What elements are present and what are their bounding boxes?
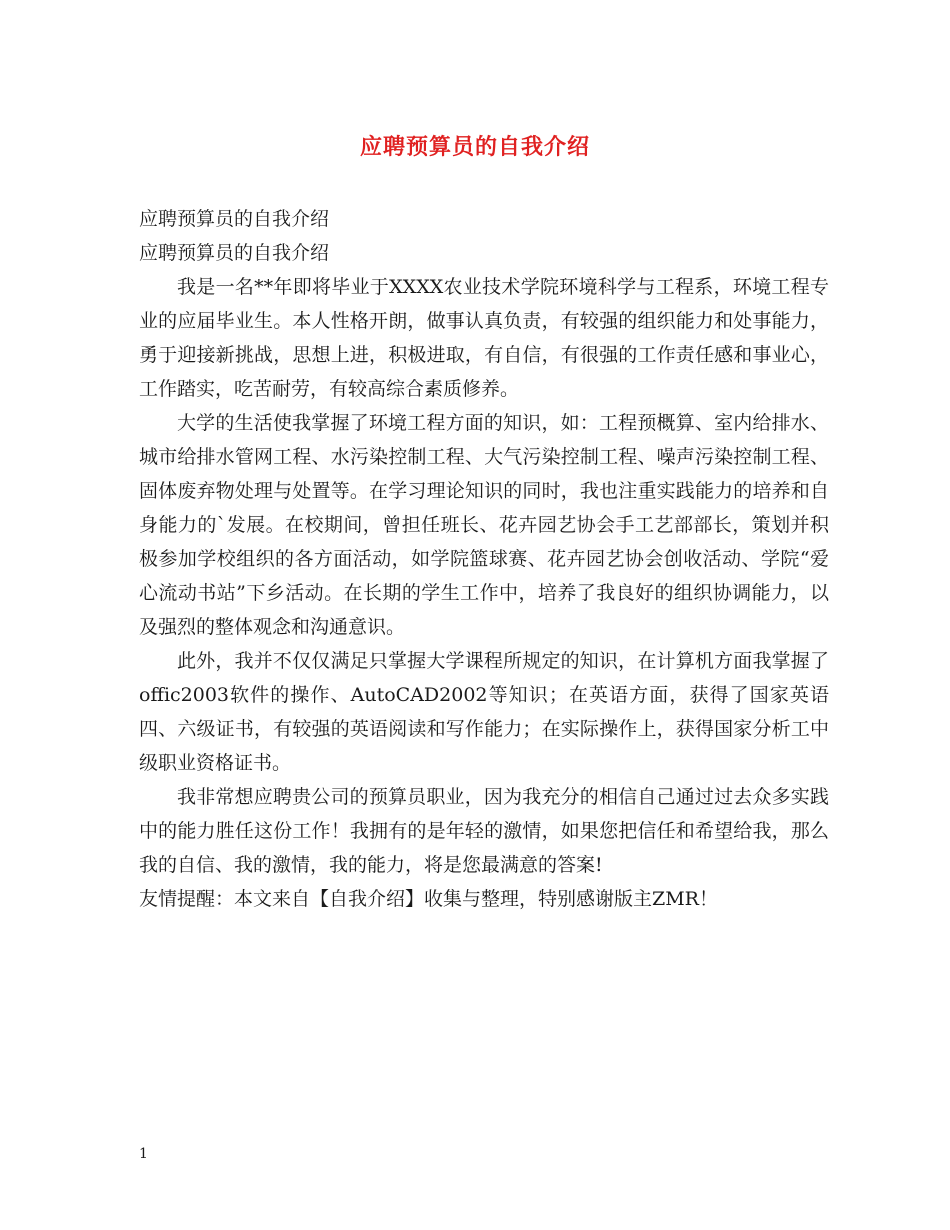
paragraph-skills: 此外，我并不仅仅满足只掌握大学课程所规定的知识，在计算机方面我掌握了offic2003软件的操作、AutoCAD2002等知识；在英语方面，获得了国家英语四、六级证书，有较强的英语阅读和写作能力；在实际操作上，获得国家分析工中级职业资格证书。 bbox=[139, 650, 829, 774]
paragraph-university-life: 大学的生活使我掌握了环境工程方面的知识，如：工程预概算、室内给排水、城市给排水管网工程、水污染控制工程、大气污染控制工程、噪声污染控制工程、固体废弃物处理与处置等。在学习理论知识的同时，我也注重实践能力的培养和自身能力的`发展。在校期间，曾担任班长、花卉园艺协会手工艺部部长，策划并积极参加学校组织的各方面活动，如学院篮球赛、花卉园艺协会创收活动、学院“爱心流动书站”下乡活动。在长期的学生工作中，培养了我良好的组织协调能力，以及强烈的整体观念和沟通意识。 bbox=[139, 412, 829, 638]
paragraph-application: 我非常想应聘贵公司的预算员职业，因为我充分的相信自己通过过去众多实践中的能力胜任这份工作！我拥有的是年轻的激情，如果您把信任和希望给我，那么我的自信、我的激情，我的能力，将是您最满意的答案! bbox=[139, 786, 829, 876]
page-number: 1 bbox=[139, 1146, 148, 1162]
footer-note: 友情提醒：本文来自【自我介绍】收集与整理，特别感谢版主ZMR！ bbox=[139, 888, 718, 910]
paragraph-introduction: 我是一名**年即将毕业于XXXX农业技术学院环境科学与工程系，环境工程专业的应届毕业生。本人性格开朗，做事认真负责，有较强的组织能力和处事能力，勇于迎接新挑战，思想上进，积极进取，有自信，有很强的工作责任感和事业心，工作踏实，吃苦耐劳，有较高综合素质修养。 bbox=[139, 276, 829, 400]
subtitle-line-1: 应聘预算员的自我介绍 bbox=[139, 208, 330, 230]
document-body bbox=[139, 202, 829, 916]
subtitle-line-2: 应聘预算员的自我介绍 bbox=[139, 242, 330, 264]
document-title: 应聘预算员的自我介绍 bbox=[359, 134, 590, 160]
